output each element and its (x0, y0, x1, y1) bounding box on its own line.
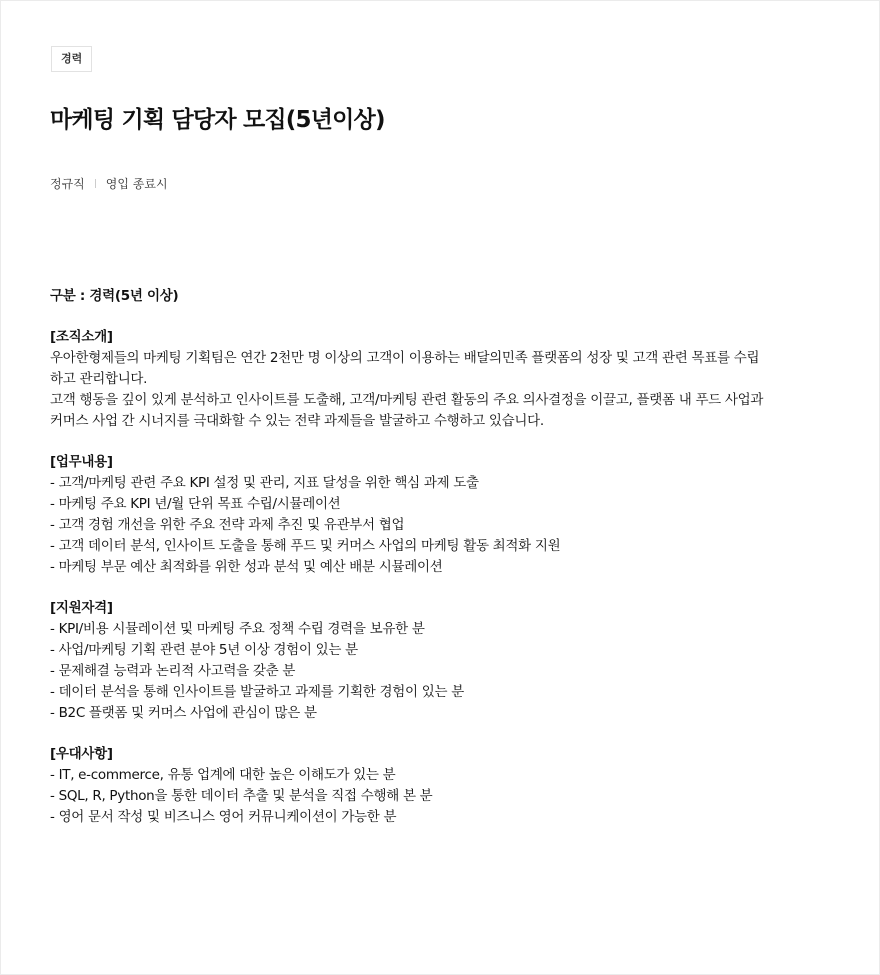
org-line: 커머스 사업 간 시너지를 극대화할 수 있는 전략 과제들을 발굴하고 수행하고 있습니다. (50, 413, 544, 429)
section-heading-preferred: [우대사항] (50, 746, 113, 762)
qualification-item: - KPI/비용 시뮬레이션 및 마케팅 주요 정책 수립 경력을 보유한 분 (50, 621, 425, 637)
duty-item: - 마케팅 부문 예산 최적화를 위한 성과 분석 및 예산 배분 시뮬레이션 (50, 559, 443, 575)
section-heading-duties: [업무내용] (50, 454, 113, 470)
preferred-item: - SQL, R, Python을 통한 데이터 추출 및 분석을 직접 수행해 본 분 (50, 788, 433, 804)
qualification-item: - 사업/마케팅 기획 관련 분야 5년 이상 경험이 있는 분 (50, 642, 358, 658)
duty-item: - 마케팅 주요 KPI 년/월 단위 목표 수립/시뮬레이션 (50, 496, 341, 512)
duty-item: - 고객/마케팅 관련 주요 KPI 설정 및 관리, 지표 달성을 위한 핵심 과제 도출 (50, 475, 479, 491)
meta-divider (95, 179, 96, 188)
employment-type: 정규직 (50, 177, 85, 191)
preferred-item: - 영어 문서 작성 및 비즈니스 영어 커뮤니케이션이 가능한 분 (50, 809, 397, 825)
deadline: 영입 종료시 (105, 177, 168, 191)
duty-item: - 고객 경험 개선을 위한 주요 전략 과제 추진 및 유관부서 협업 (50, 517, 405, 533)
qualification-item: - 문제해결 능력과 논리적 사고력을 갖춘 분 (50, 663, 296, 679)
page-title: 마케팅 기획 담당자 모집(5년이상) (50, 107, 385, 133)
duty-item: - 고객 데이터 분석, 인사이트 도출을 통해 푸드 및 커머스 사업의 마케팅 활동 최적화 지원 (50, 538, 561, 554)
org-line: 고객 행동을 깊이 있게 분석하고 인사이트를 도출해, 고객/마케팅 관련 활동의 주요 의사결정을 이끌고, 플랫폼 내 푸드 사업과 (50, 392, 764, 408)
qualification-item: - 데이터 분석을 통해 인사이트를 발굴하고 과제를 기획한 경험이 있는 분 (50, 684, 464, 700)
org-line: 하고 관리합니다. (50, 371, 148, 387)
career-badge: 경력 (51, 46, 92, 72)
org-line: 우아한형제들의 마케팅 기획팀은 연간 2천만 명 이상의 고객이 이용하는 배달의민족 플랫폼의 성장 및 고객 관련 목표를 수립 (50, 350, 760, 366)
section-heading-org: [조직소개] (50, 329, 113, 345)
category-line: 구분 : 경력(5년 이상) (50, 288, 179, 304)
job-description (50, 286, 840, 828)
section-heading-qualifications: [지원자격] (50, 600, 113, 616)
preferred-item: - IT, e-commerce, 유통 업계에 대한 높은 이해도가 있는 분 (50, 767, 396, 783)
qualification-item: - B2C 플랫폼 및 커머스 사업에 관심이 많은 분 (50, 705, 317, 721)
job-meta (50, 175, 168, 192)
